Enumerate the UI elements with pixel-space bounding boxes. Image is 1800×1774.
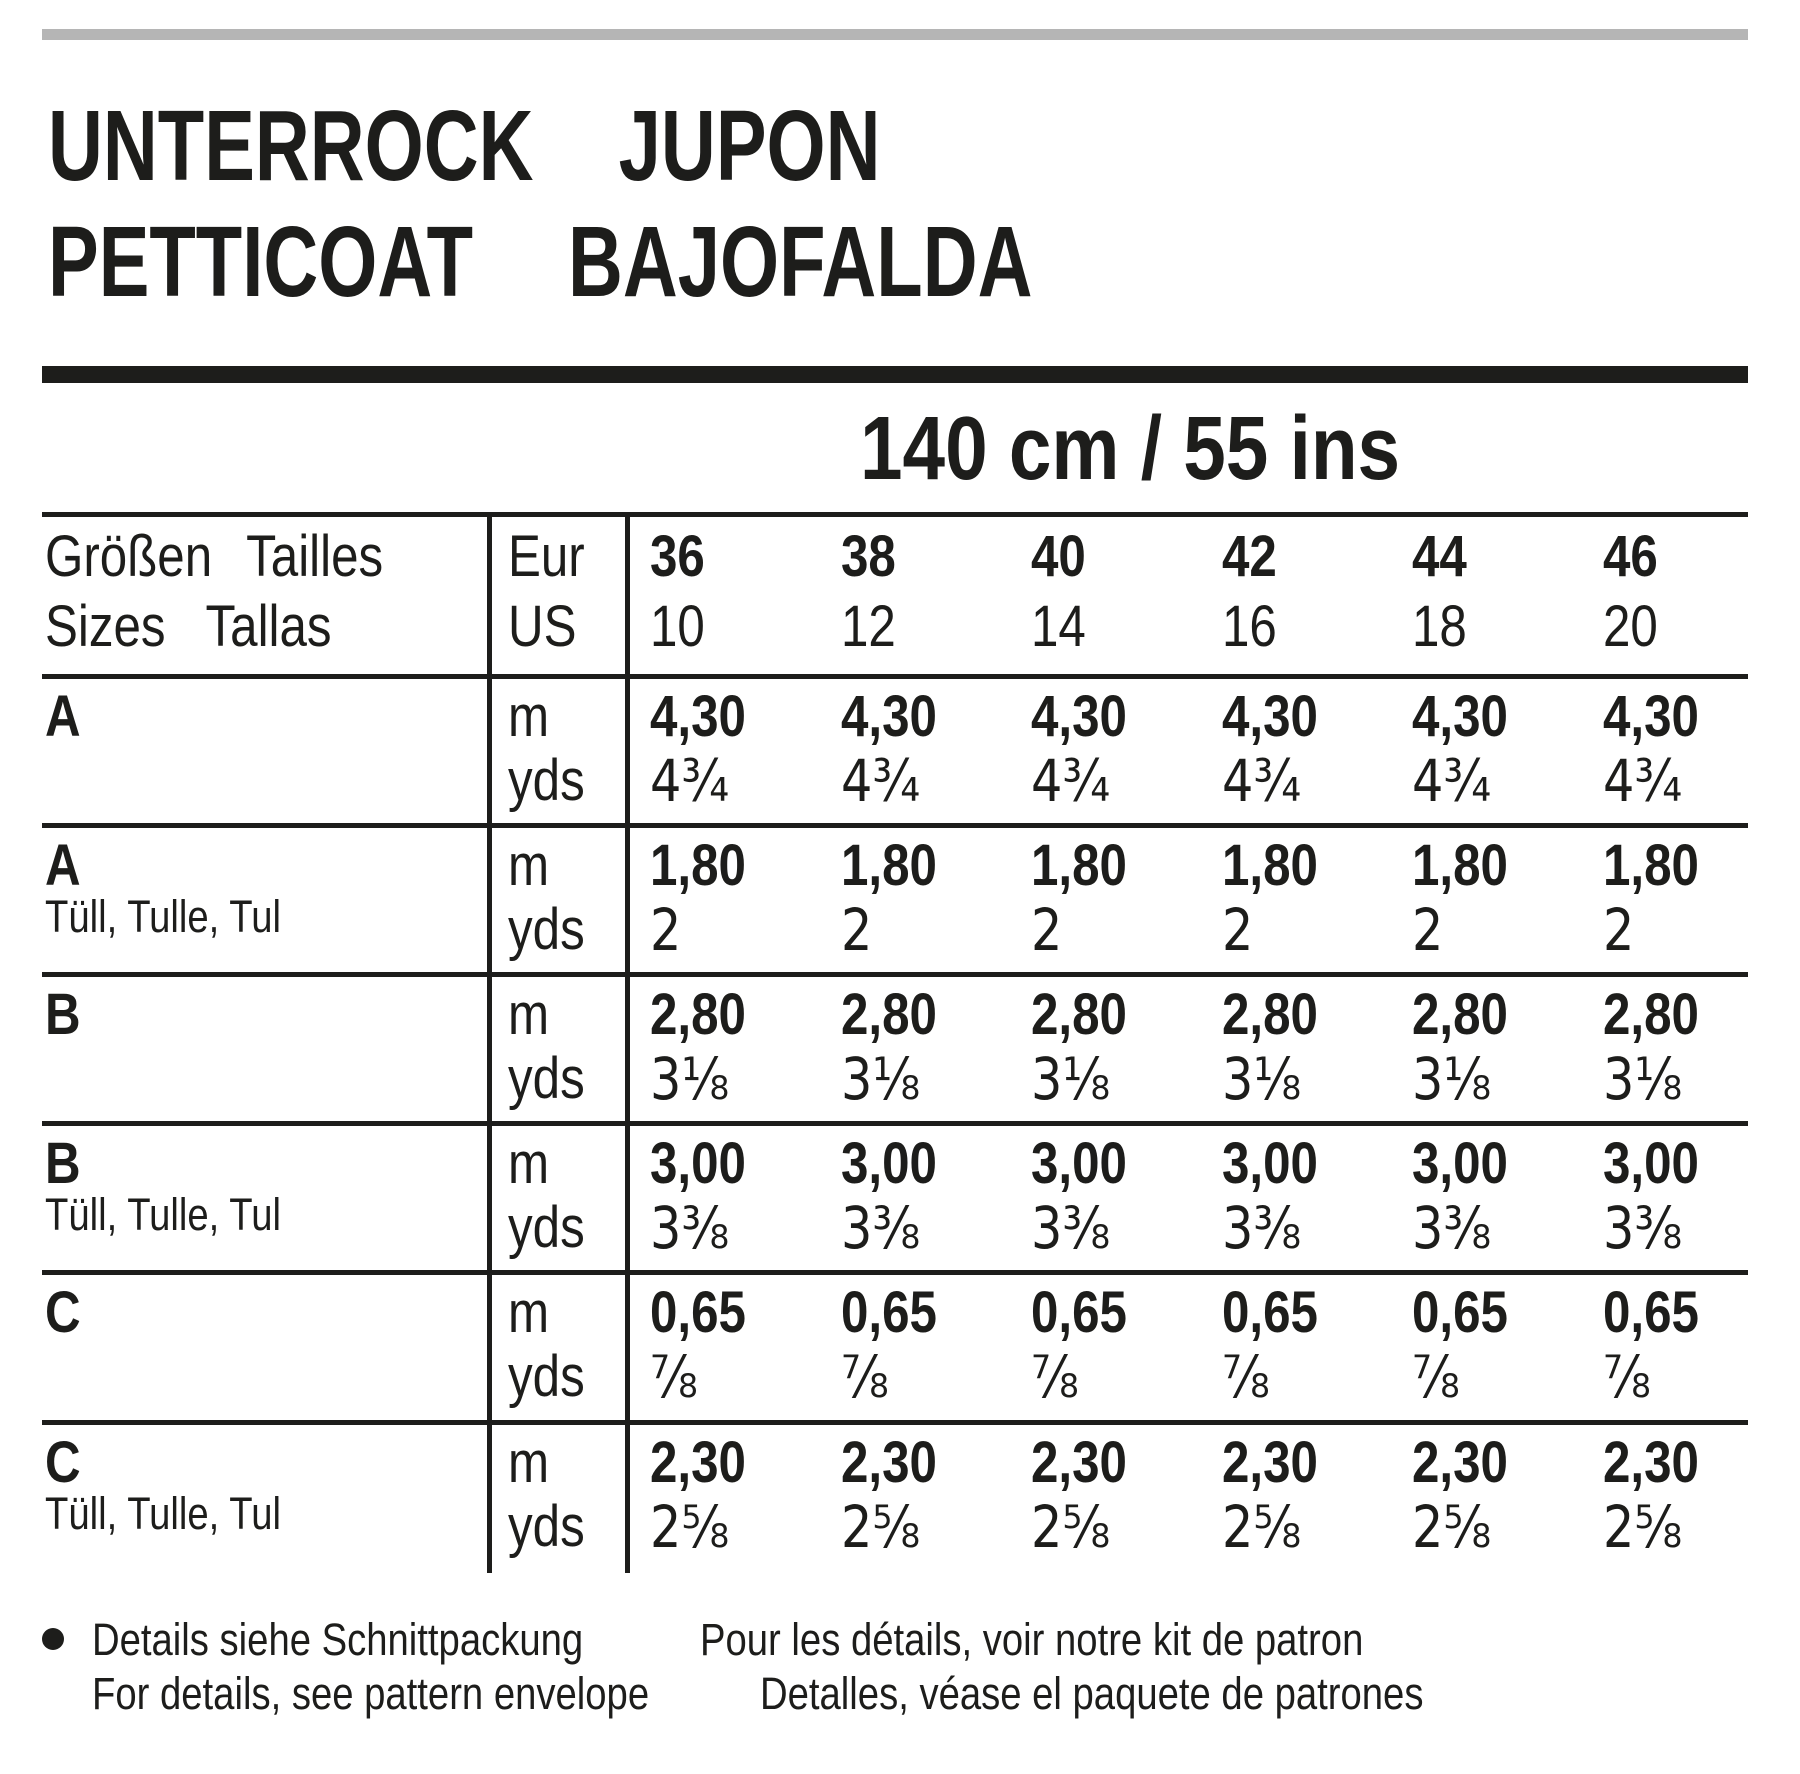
metre-value: 4,30 [1031,684,1127,749]
unit-us: US [508,594,577,659]
unit-yards: yds [508,748,585,813]
metre-values-row [650,1131,1793,1196]
yard-value: 4¾ [650,747,730,815]
yard-values-row [650,1493,1793,1561]
yard-values-row [650,1343,1793,1411]
yard-value: ⅞ [650,1343,698,1411]
metre-value: 2,30 [1602,1430,1699,1495]
metre-value: 4,30 [650,684,746,749]
us-size: 18 [1412,594,1467,659]
table-row-c [0,1270,1800,1419]
table-row-a [0,674,1800,823]
note-bullet-icon [42,1628,64,1650]
metre-value: 3,00 [1602,1131,1699,1196]
metre-value: 2,80 [650,982,746,1047]
eur-size: 44 [1412,524,1467,589]
metre-value: 1,80 [1412,833,1508,898]
yard-value: 3⅛ [1412,1045,1492,1113]
yard-value: ⅞ [1221,1343,1270,1411]
unit-yards: yds [508,1344,585,1409]
yard-value: 2 [1602,896,1634,964]
eur-size: 36 [650,524,705,589]
fabric-width-header: 140 cm / 55 ins [860,399,1401,499]
title-word-fr: JUPON [618,90,881,202]
metre-values-row [650,982,1793,1047]
yard-value: 4¾ [1412,747,1492,815]
row-sublabel: Tüll, Tulle, Tul [45,891,281,942]
unit-metres: m [508,833,550,898]
yard-value: 2⅝ [1031,1493,1111,1561]
metre-value: 0,65 [1221,1280,1318,1345]
metre-value: 4,30 [840,684,937,749]
metre-value: 2,80 [840,982,937,1047]
metre-value: 0,65 [840,1280,937,1345]
eur-size: 40 [1031,524,1086,589]
metre-value: 1,80 [1031,833,1127,898]
yard-value: 3⅛ [840,1045,920,1113]
yard-value: 2 [1221,896,1253,964]
metre-value: 2,30 [650,1430,746,1495]
metre-value: 4,30 [1602,684,1699,749]
yard-value: 4¾ [1602,747,1682,815]
metre-value: 3,00 [650,1131,746,1196]
yard-value: 3⅜ [1602,1194,1682,1262]
yard-value: 3⅜ [1221,1194,1301,1262]
top-gray-divider [42,29,1748,40]
size-label-en-es [45,594,332,659]
row-label: A [45,684,81,749]
yard-value: 4¾ [1221,747,1301,815]
unit-metres: m [508,684,550,749]
row-sublabel: Tüll, Tulle, Tul [45,1488,281,1539]
metre-value: 1,80 [840,833,937,898]
metre-value: 3,00 [1221,1131,1318,1196]
row-label: C [45,1430,81,1495]
yard-value: 3⅛ [1602,1045,1682,1113]
unit-eur: Eur [508,524,585,589]
yard-value: 3⅛ [650,1045,730,1113]
yard-values-row [650,1194,1793,1262]
yard-value: 4¾ [1031,747,1111,815]
us-size: 16 [1221,594,1277,659]
title-word-de: UNTERROCK [48,90,534,202]
unit-metres: m [508,1280,550,1345]
yard-values-row [650,896,1793,964]
us-size: 14 [1031,594,1086,659]
unit-yards: yds [508,897,585,962]
size-label-es: Tallas [205,594,332,659]
yard-value: 3⅜ [840,1194,920,1262]
unit-metres: m [508,982,550,1047]
yard-value: ⅞ [1412,1343,1460,1411]
yard-value: 3⅜ [650,1194,730,1262]
metre-value: 3,00 [840,1131,937,1196]
row-label: A [45,833,81,898]
metre-values-row [650,1430,1793,1495]
unit-yards: yds [508,1195,585,1260]
metre-value: 1,80 [1602,833,1699,898]
unit-metres: m [508,1131,550,1196]
note-english: For details, see pattern envelope [92,1668,650,1719]
unit-yards: yds [508,1494,585,1559]
table-row-b [0,972,1800,1121]
metre-value: 2,30 [1412,1430,1508,1495]
metre-value: 2,30 [1031,1430,1127,1495]
yard-value: 2 [840,896,872,964]
note-french: Pour les détails, voir notre kit de patron [700,1614,1364,1665]
yard-value: 3⅛ [1031,1045,1111,1113]
metre-value: 2,80 [1221,982,1318,1047]
size-label-fr: Tailles [246,524,384,589]
metre-value: 4,30 [1412,684,1508,749]
us-size: 12 [840,594,896,659]
page-title-line-en-es [48,206,1033,318]
yard-value: ⅞ [1031,1343,1079,1411]
eur-size: 46 [1602,524,1658,589]
yard-value: 2⅝ [840,1493,920,1561]
table-row-b-tulle [0,1121,1800,1270]
yard-value: 4¾ [840,747,920,815]
metre-value: 0,65 [1412,1280,1508,1345]
unit-yards: yds [508,1046,585,1111]
table-row-c-tulle [0,1420,1800,1569]
metre-values-row [650,833,1793,898]
metre-value: 1,80 [1221,833,1318,898]
metre-value: 2,80 [1031,982,1127,1047]
size-label-de-fr [45,524,384,589]
metre-value: 2,30 [1221,1430,1318,1495]
metre-value: 2,30 [840,1430,937,1495]
size-label-en: Sizes [45,594,166,659]
eur-size: 42 [1221,524,1277,589]
metre-value: 2,80 [1602,982,1699,1047]
yard-value: 2⅝ [1412,1493,1492,1561]
note-spanish: Detalles, véase el paquete de patrones [760,1668,1424,1719]
yard-value: 2 [1031,896,1063,964]
row-label: C [45,1280,81,1345]
yard-value: 2⅝ [650,1493,730,1561]
yard-value: 3⅜ [1412,1194,1492,1262]
metre-value: 0,65 [1602,1280,1699,1345]
metre-value: 4,30 [1221,684,1318,749]
title-word-es: BAJOFALDA [568,206,1033,318]
yard-value: 2⅝ [1602,1493,1682,1561]
metre-value: 1,80 [650,833,746,898]
yard-value: 2 [1412,896,1444,964]
yard-value: 3⅜ [1031,1194,1111,1262]
title-word-en: PETTICOAT [48,206,474,318]
yard-values-row [650,1045,1793,1113]
metre-value: 3,00 [1031,1131,1127,1196]
metre-values-row [650,1280,1793,1345]
unit-metres: m [508,1430,550,1495]
yard-value: ⅞ [1602,1343,1651,1411]
us-sizes-row [650,594,1793,659]
note-german: Details siehe Schnittpackung [92,1614,584,1665]
us-size: 20 [1602,594,1658,659]
metre-value: 0,65 [1031,1280,1127,1345]
page-title-line-de-fr [48,90,881,202]
metre-value: 2,80 [1412,982,1508,1047]
row-sublabel: Tüll, Tulle, Tul [45,1189,281,1240]
table-row-a-tulle [0,823,1800,972]
table-header-row [0,512,1800,674]
eur-sizes-row [650,524,1793,589]
row-label: B [45,982,81,1047]
metre-value: 3,00 [1412,1131,1508,1196]
us-size: 10 [650,594,705,659]
size-label-de: Größen [45,524,213,589]
yard-value: 2⅝ [1221,1493,1301,1561]
yard-value: 2 [650,896,682,964]
yard-value: ⅞ [840,1343,889,1411]
metre-value: 0,65 [650,1280,746,1345]
title-divider-bar [42,366,1748,383]
eur-size: 38 [840,524,896,589]
yard-value: 3⅛ [1221,1045,1301,1113]
yard-values-row [650,747,1793,815]
row-label: B [45,1131,81,1196]
metre-values-row [650,684,1793,749]
